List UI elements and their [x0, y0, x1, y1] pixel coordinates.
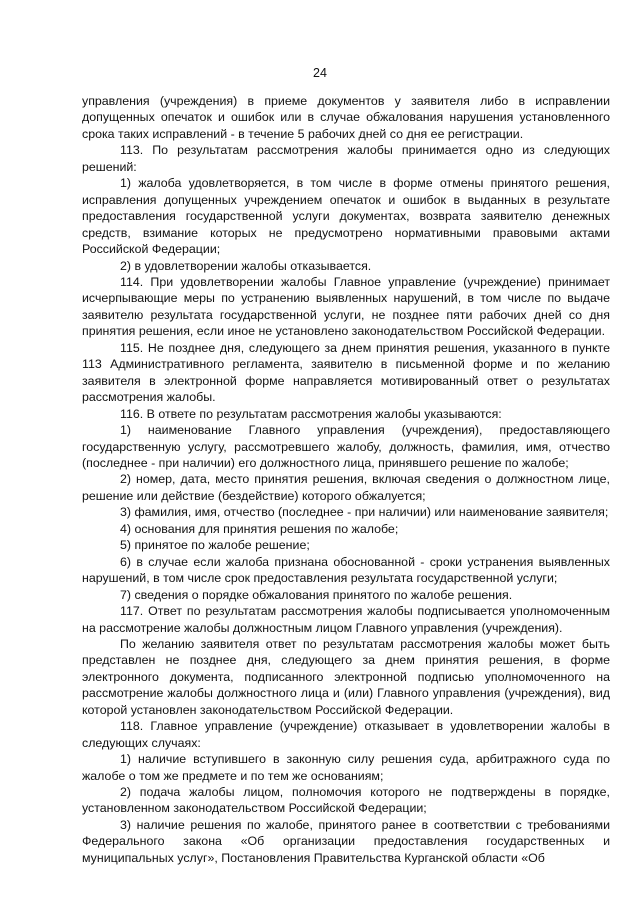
- paragraph: 114. При удовлетворении жалобы Главное управление (учреждение) принимает исчерпывающие меры по устранению выявленных нарушений, в том числе по выдаче заявителю результата государственной услуги, не позднее пяти рабочих дней со дня принятия решения, если иное не установлено законодательством Российской Федерации.: [82, 274, 610, 339]
- paragraph: По желанию заявителя ответ по результатам рассмотрения жалобы может быть представлен не позднее дня, следующего за днем принятия решения, в форме электронного документа, подписанного электронной подписью уполномоченного на рассмотрение жалобы должностного лица и (или) Главного управления (учреждения), вид которой установлен законодательством Российской Федерации.: [82, 636, 610, 717]
- paragraph: 2) в удовлетворении жалобы отказывается.: [120, 258, 372, 273]
- paragraph: 1) жалоба удовлетворяется, в том числе в форме отмены принятого решения, исправления допущенных учреждением опечаток и ошибок в выданных в результате предоставления государственной услуги документах, возврата заявителю денежных средств, взимание которых не предусмотрено нормативными правовыми актами Российской Федерации;: [82, 176, 610, 257]
- paragraph: 2) номер, дата, место принятия решения, включая сведения о должностном лице, решение или действие (бездействие) которого обжалуется;: [82, 472, 610, 503]
- paragraph: 2) подача жалобы лицом, полномочия которого не подтверждены в порядке, установленном законодательством Российской Федерации;: [82, 785, 610, 816]
- paragraph: 118. Главное управление (учреждение) отказывает в удовлетворении жалобы в следующих случаях:: [82, 719, 610, 750]
- paragraph: 115. Не позднее дня, следующего за днем принятия решения, указанного в пункте 113 Административного регламента, заявителю в письменной форме и по желанию заявителя в электронной форме направляется мотивированный ответ о результатах рассмотрения жалобы.: [82, 340, 610, 405]
- document-body: [82, 93, 610, 866]
- paragraph: 1) наименование Главного управления (учреждения), предоставляющего государственную услугу, рассмотревшего жалобу, должность, фамилия, имя, отчество (последнее - при наличии) его должностного лица, принявшего решение по жалобе;: [82, 423, 610, 470]
- paragraph: 116. В ответе по результатам рассмотрения жалобы указываются:: [120, 406, 502, 421]
- paragraph: 113. По результатам рассмотрения жалобы принимается одно из следующих решений:: [82, 143, 610, 174]
- paragraph: 7) сведения о порядке обжалования принятого по жалобе решения.: [120, 587, 513, 602]
- paragraph: 117. Ответ по результатам рассмотрения жалобы подписывается уполномоченным на рассмотрение жалобы должностным лицом Главного управления (учреждения).: [82, 604, 610, 635]
- paragraph: 5) принятое по жалобе решение;: [120, 538, 310, 553]
- paragraph: 3) наличие решения по жалобе, принятого ранее в соответствии с требованиями Федерального закона «Об организации предоставления государственных и муниципальных услуг», Постановления Правительства Курганской области «Об: [82, 817, 610, 865]
- paragraph: 6) в случае если жалоба признана обоснованной - сроки устранения выявленных нарушений, в том числе срок предоставления результата государственной услуги;: [82, 554, 610, 586]
- paragraph: 3) фамилия, имя, отчество (последнее - при наличии) или наименование заявителя;: [120, 505, 609, 520]
- paragraph: управления (учреждения) в приеме документов у заявителя либо в исправлении допущенных опечаток и ошибок или в случае обжалования нарушения установленного срока таких исправлений - в течение 5 рабочих дней со дня ее регистрации.: [82, 94, 610, 141]
- page-number: 24: [313, 66, 327, 80]
- paragraph: 1) наличие вступившего в законную силу решения суда, арбитражного суда по жалобе о том же предмете и по тем же основаниям;: [82, 752, 610, 783]
- paragraph: 4) основания для принятия решения по жалобе;: [120, 521, 399, 536]
